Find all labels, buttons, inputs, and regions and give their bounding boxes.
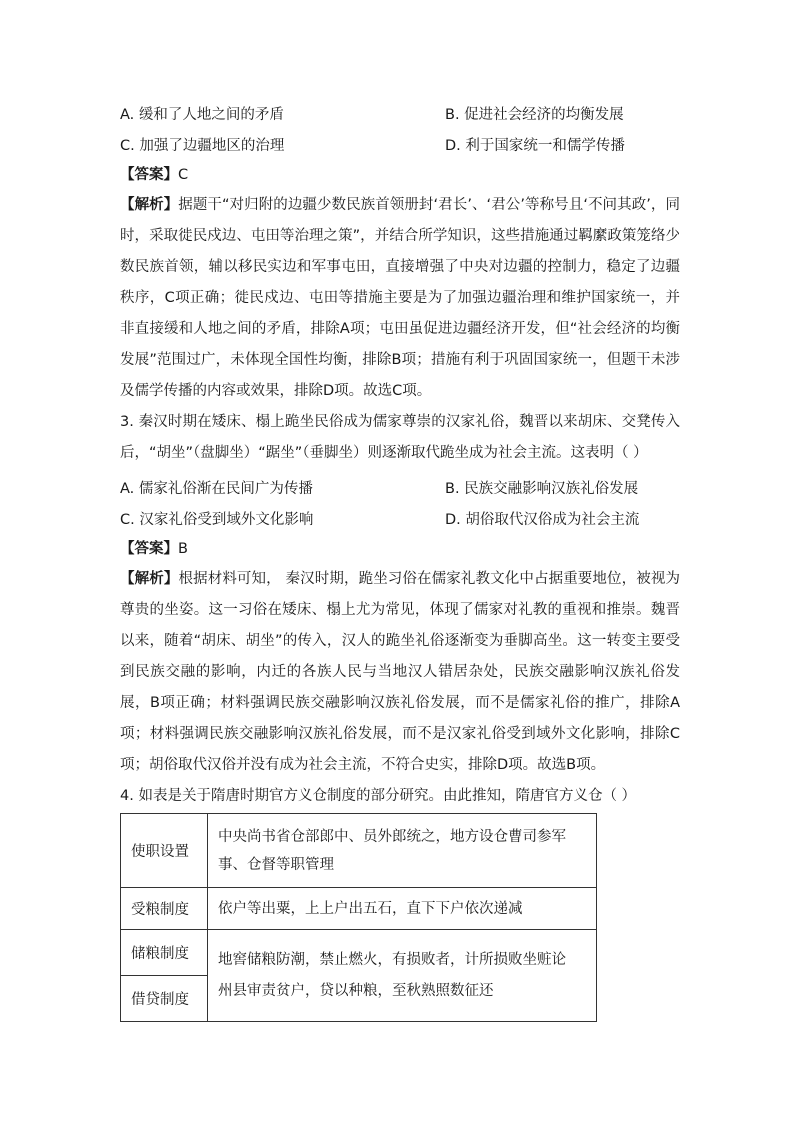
- q3-answer-value: B: [178, 541, 188, 557]
- q2-option-b: B. 促进社会经济的均衡发展: [445, 107, 624, 123]
- q2-options-row-1: [120, 103, 680, 123]
- q2-option-c: C. 加强了边疆地区的治理: [120, 138, 285, 154]
- table-value-line: 地窖储粮防潮，禁止燃火，有损败者，计所损败坐赃论: [218, 951, 566, 968]
- q2-option-a: A. 缓和了人地之间的矛盾: [120, 107, 284, 123]
- q2-answer: [120, 165, 188, 185]
- q3-answer: [120, 539, 188, 559]
- table-value-line: 州县审责贫户，贷以种粮，至秋熟照数征还: [218, 982, 494, 999]
- table-row: [121, 888, 597, 930]
- q3-analysis-text: 根据材料可知， 秦汉时期，跪坐习俗在儒家礼教文化中占据重要地位，被视为尊贵的坐姿。这一习俗在矮床、榻上尤为常见，体现了儒家对礼教的重视和推崇。魏晋以来，随着“胡床、胡坐”的传入，汉人的跪坐礼俗逐渐变为垂脚高坐。这一转变主要受到民族交融的影响，内迁的各族人民与当地汉人错居杂处，民族交融影响汉族礼俗发展，B项正确；材料强调民族交融影响汉族礼俗发展，而不是儒家礼俗的推广，排除A项；材料强调民族交融影响汉族礼俗发展，而不是汉家礼俗受到域外文化影响，排除C项；胡俗取代汉俗并没有成为社会主流，不符合史实，排除D项。故选B项。: [120, 571, 681, 773]
- q3-option-c: C. 汉家礼俗受到域外文化影响: [120, 512, 314, 528]
- q2-analysis-tag: 【解析】: [120, 197, 179, 213]
- table-value-cell: 依户等出粟，上上户出五石，直下下户依次递减: [208, 888, 597, 930]
- q3-options-row-1: [120, 477, 680, 497]
- q4-stem: 4. 如表是关于隋唐时期官方义仓制度的部分研究。由此推知，隋唐官方义仓（ ）: [120, 788, 637, 804]
- q3-analysis-tag: 【解析】: [120, 571, 179, 587]
- q3-analysis: [120, 564, 680, 781]
- q3-option-d: D. 胡俗取代汉俗成为社会主流: [445, 512, 640, 528]
- table-value-cell: 中央尚书省仓部郎中、员外郎统之，地方设仓曹司参军事、仓督等职管理: [208, 814, 597, 888]
- q3-stem: 3. 秦汉时期在矮床、榻上跪坐民俗成为儒家尊崇的汉家礼俗，魏晋以来胡床、交凳传入后，“胡坐”（盘脚坐）“踞坐”（垂脚坐）则逐渐取代跪坐成为社会主流。这表明（ ）: [120, 414, 680, 461]
- q2-analysis: [120, 190, 680, 407]
- table-key-cell: 受粮制度: [121, 888, 208, 930]
- table-row: [121, 930, 597, 976]
- q3-option-b: B. 民族交融影响汉族礼俗发展: [445, 481, 639, 497]
- table-value-cell-merged: [208, 930, 597, 1022]
- q2-answer-tag: 【答案】: [120, 167, 178, 183]
- q2-option-d: D. 利于国家统一和儒学传播: [445, 138, 625, 154]
- q3-options-row-2: [120, 508, 680, 528]
- q2-answer-value: C: [178, 167, 189, 183]
- table-row: [121, 814, 597, 888]
- table-key-cell: 储粮制度: [121, 930, 208, 976]
- table-key-cell: 使职设置: [121, 814, 208, 888]
- q2-analysis-text: 据题干“对归附的边疆少数民族首领册封‘君长’、‘君公’等称号且‘不问其政’，同时，采取徙民戍边、屯田等治理之策”，并结合所学知识，这些措施通过羁縻政策笼络少数民族首领，辅以移民实边和军事屯田，直接增强了中央对边疆的控制力，稳定了边疆秩序，C项正确；徙民戍边、屯田等措施主要是为了加强边疆治理和维护国家统一，并非直接缓和人地之间的矛盾，排除A项；屯田虽促进边疆经济开发，但“社会经济的均衡发展”范围过广，未体现全国性均衡，排除B项；措施有利于巩固国家统一，但题干未涉及儒学传播的内容或效果，排除D项。故选C项。: [120, 197, 681, 399]
- q2-options-row-2: [120, 134, 680, 154]
- table-key-cell: 借贷制度: [121, 976, 208, 1022]
- q3-answer-tag: 【答案】: [120, 541, 178, 557]
- q3-option-a: A. 儒家礼俗渐在民间广为传播: [120, 481, 313, 497]
- q4-table: [120, 813, 597, 1022]
